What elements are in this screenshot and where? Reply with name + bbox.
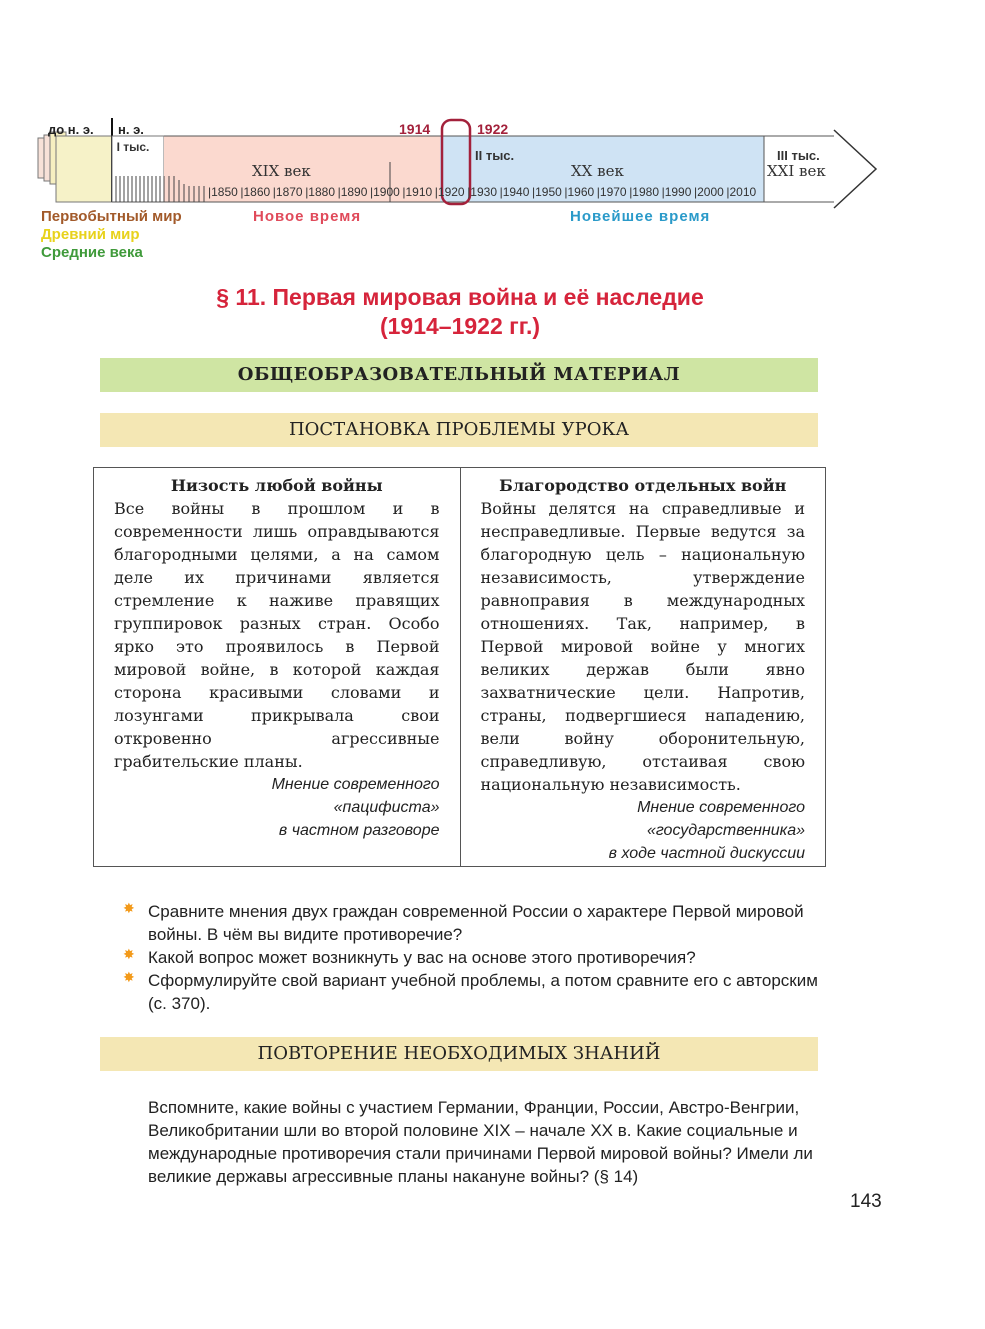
millennium-1-label: I тыс. xyxy=(116,140,150,154)
decade-label: |1960 xyxy=(564,185,595,199)
decade-label: |2010 xyxy=(726,185,757,199)
decade-label: |1940 xyxy=(499,185,530,199)
era-contemporary: Новейшее время xyxy=(570,208,711,225)
era-primitive: Первобытный мир xyxy=(41,208,182,225)
era-middle-ages: Средние века xyxy=(41,244,143,261)
century-21-label: XXI век xyxy=(767,162,826,180)
title-line-2: (1914–1922 гг.) xyxy=(379,313,541,339)
question-item xyxy=(121,969,821,1015)
decade-label: |1950 xyxy=(532,185,562,199)
opinion-left xyxy=(94,468,460,866)
year-end-label: 1922 xyxy=(477,121,509,137)
bc-label: до н. э. xyxy=(48,122,94,137)
decade-label: |1860 xyxy=(240,185,271,199)
opinion-right-source-2: «государственника» xyxy=(646,822,805,839)
question-text: Какой вопрос может возникнуть у вас на основе этого противоречия? xyxy=(148,948,696,967)
recall-paragraph: Вспомните, какие войны с участием Германии, Франции, России, Австро-Венгрии, Великобритании шли во второй половине XIX – начале XX в. Какие социальные и международные противоречия стали причинами Первой мировой войны? Имели ли великие державы агрессивные планы накануне войны? (§ 14) xyxy=(148,1098,813,1186)
opinion-right xyxy=(460,468,826,866)
era-modern: Новое время xyxy=(253,208,362,225)
decade-label: |1850 xyxy=(208,185,238,199)
century-19-label: XIX век xyxy=(252,162,311,180)
opinion-left-source-1: Мнение современного xyxy=(271,776,440,793)
opinions-table xyxy=(93,467,826,867)
millennium-2-label: II тыс. xyxy=(475,148,515,163)
opinion-right-source-3: в ходе частной дискуссии xyxy=(608,845,805,862)
decade-label: |1880 xyxy=(305,185,335,199)
section-band-repeat: ПОВТОРЕНИЕ НЕОБХОДИМЫХ ЗНАНИЙ xyxy=(100,1037,818,1071)
title-line-1: § 11. Первая мировая война и её наследие xyxy=(216,284,704,310)
era-ancient: Древний мир xyxy=(41,226,140,243)
page-number: 143 xyxy=(850,1191,882,1212)
decade-label: |1980 xyxy=(629,185,659,199)
decade-label: |1920 xyxy=(434,185,465,199)
bullet-icon: ✸ xyxy=(123,900,135,916)
year-start-label: 1914 xyxy=(399,121,431,137)
century-20-label: XX век xyxy=(571,162,624,180)
decade-label: |1870 xyxy=(272,185,303,199)
opinion-left-text: Все войны в прошлом и в современности лишь оправдываются благородными целями, а на самом деле их причинами является стремление к наживе правящих группировок разных стран. Особо ярко это проявилось в Первой мировой войне, в которой каждая сторона красивыми словами и лозунгами прикрывала свои откровенно агрессивные грабительские планы. xyxy=(114,499,440,771)
question-text: Сформулируйте свой вариант учебной проблемы, а потом сравните его с авторским (с. 370). xyxy=(148,971,818,1013)
decade-label: |1890 xyxy=(337,185,368,199)
opinion-left-source-2: «пацифиста» xyxy=(333,799,440,816)
decade-label: |2000 xyxy=(694,185,724,199)
bullet-icon: ✸ xyxy=(123,969,135,985)
millennium-3-label: III тыс. xyxy=(777,148,820,163)
question-list xyxy=(121,900,821,1015)
bullet-icon: ✸ xyxy=(123,946,135,962)
section-band-general: ОБЩЕОБРАЗОВАТЕЛЬНЫЙ МАТЕРИАЛ xyxy=(100,358,818,392)
ad-label: н. э. xyxy=(118,122,144,137)
decade-label: |1990 xyxy=(661,185,692,199)
question-item xyxy=(121,900,821,946)
opinion-left-heading: Низость любой войны xyxy=(170,476,383,495)
timeline-graphic xyxy=(36,118,881,218)
decade-label: |1970 xyxy=(596,185,627,199)
decade-label: |1930 xyxy=(467,185,497,199)
decade-label: |1910 xyxy=(402,185,433,199)
timeline xyxy=(36,118,881,263)
question-text: Сравните мнения двух граждан современной России о характере Первой мировой войны. В чём вы видите противоречие? xyxy=(148,902,804,944)
opinion-right-heading: Благородство отдельных войн xyxy=(499,476,787,495)
section-band-problem: ПОСТАНОВКА ПРОБЛЕМЫ УРОКА xyxy=(100,413,818,447)
opinion-right-source-1: Мнение современного xyxy=(637,799,805,816)
question-item xyxy=(121,946,821,969)
opinion-left-source-3: в частном разговоре xyxy=(278,822,440,839)
decade-label: |1900 xyxy=(370,185,400,199)
paragraph-title xyxy=(100,283,820,341)
opinion-right-text: Войны делятся на справедливые и несправедливые. Первые ведутся за благородную цель – национальную независимость, утверждение равноправия в международных отношениях. Так, например, в Первой мировой войне у многих великих держав были явно захватнические цели. Напротив, страны, подвергшиеся нападению, вели войну оборонительную, справедливую, отстаивая свою национальную независимость. xyxy=(480,499,805,794)
